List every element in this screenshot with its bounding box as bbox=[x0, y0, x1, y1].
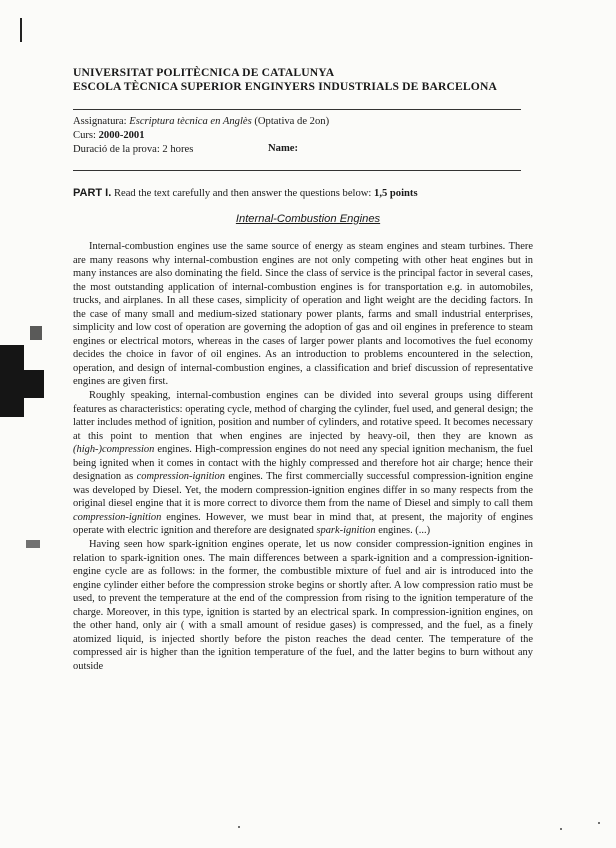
course-row bbox=[73, 129, 329, 143]
reading-text bbox=[73, 240, 533, 674]
school-name: ESCOLA TÈCNICA SUPERIOR ENGINYERS INDUSTRIALS DE BARCELONA bbox=[73, 80, 498, 93]
scan-speck bbox=[560, 828, 562, 830]
university-name: UNIVERSITAT POLITÈCNICA DE CATALUNYA bbox=[73, 66, 335, 79]
paragraph-1: Internal-combustion engines use the same source of energy as steam engines and steam turbines. There are many reasons why internal-combustion engines are not only competing with other heat engines but in many instances are also dominating the field. Since the class of service is the principal factor in several cases, the most outstanding application of internal-combustion engines is for transportation e.g. in automobiles, trucks, and airplanes. In all these cases, simplicity of operation and light weight are the deciding factors. In the case of many small and medium-sized stationary power plants, farms and small industrial enterprises, simplicity and low cost of operation are governing the adoption of gas and oil engines in preference to steam engines or electrical motors, whereas in the cases of larger power plants and locomotives the fuel economy decides the choice in favor of oil engines. As an introduction to problems encountered in the selection, operation, and design of internal-combustion engines, a classification and brief discussion of representative engines are given first. bbox=[73, 241, 533, 388]
name-label: Name: bbox=[268, 143, 299, 154]
scan-artifact-block bbox=[30, 326, 42, 340]
scan-artifact-block bbox=[26, 540, 40, 548]
paragraph-2: Roughly speaking, internal-combustion engines can be divided into several groups using different features as characteristics: operating cycle, method of charging the cylinder, fuel used, and general design; the latter includes method of ignition, position and number of cylinders, and rotative speed. It becomes necessary at this point to mention that when engines are injected by heavy-oil, then they are known as (high-)compression engines. High-compression engines do not need any special ignition mechanism, the fuel being ignited when it comes in contact with the highly compressed and therefore hot air charge; hence their designation as compression-ignition engines. The first commercially successful compression-ignition engine was developed by Diesel. Yet, the modern compression-ignition engines differ in so many respects from the original diesel engine that it is more correct to divorce them from the name of Diesel and simply to call them compression-ignition engines. However, we must bear in mind that, at present, the majority of engines operate with electric ignition and therefore are designated spark-ignition engines. (...) bbox=[73, 390, 533, 537]
part-id: PART I. bbox=[73, 187, 112, 199]
subject-value: Escriptura tècnica en Anglès bbox=[129, 116, 252, 127]
part-instruction bbox=[73, 187, 418, 199]
text-title: Internal-Combustion Engines bbox=[235, 213, 381, 225]
document-header bbox=[73, 66, 533, 94]
scan-mark bbox=[20, 18, 22, 42]
part-instruction-text: Read the text carefully and then answer the questions below: bbox=[113, 188, 372, 199]
subject-note: (Optativa de 2on) bbox=[254, 116, 330, 127]
course-label: Curs: bbox=[73, 129, 96, 141]
scan-speck bbox=[598, 822, 600, 824]
scan-artifact-block bbox=[24, 370, 44, 398]
course-value: 2000-2001 bbox=[98, 129, 145, 141]
subject-row bbox=[73, 115, 329, 129]
scan-artifact-block bbox=[0, 345, 24, 417]
paragraph-3: Having seen how spark-ignition engines operate, let us now consider compression-ignition engines in relation to spark-ignition ones. The main differences between a spark-ignition and a compression-ignition-engine cycle are as follows: in the former, the combustible mixture of fuel and air is introduced into the engine cylinder either before the compression stroke begins or shortly after. A low compression ratio must be used, to prevent the temperature at the end of the compression from rising to the ignition temperature of the charge. Moreover, in this type, ignition is started by an electrical spark. In compression-ignition engines, on the other hand, only air ( with a small amount of residue gases) is compressed, and the fuel, as a finely atomized liquid, is injected shortly before the piston reaches the dead center. The temperature of the compressed air is higher than the ignition temperature of the fuel, and the latter begins to burn without any outside bbox=[73, 539, 533, 672]
scan-speck bbox=[238, 826, 240, 828]
part-points: 1,5 points bbox=[374, 188, 418, 199]
name-rule bbox=[73, 170, 521, 171]
subject-label: Assignatura: bbox=[73, 116, 127, 127]
duration-row: Duració de la prova: 2 hores bbox=[73, 143, 194, 155]
header-rule bbox=[73, 109, 521, 110]
